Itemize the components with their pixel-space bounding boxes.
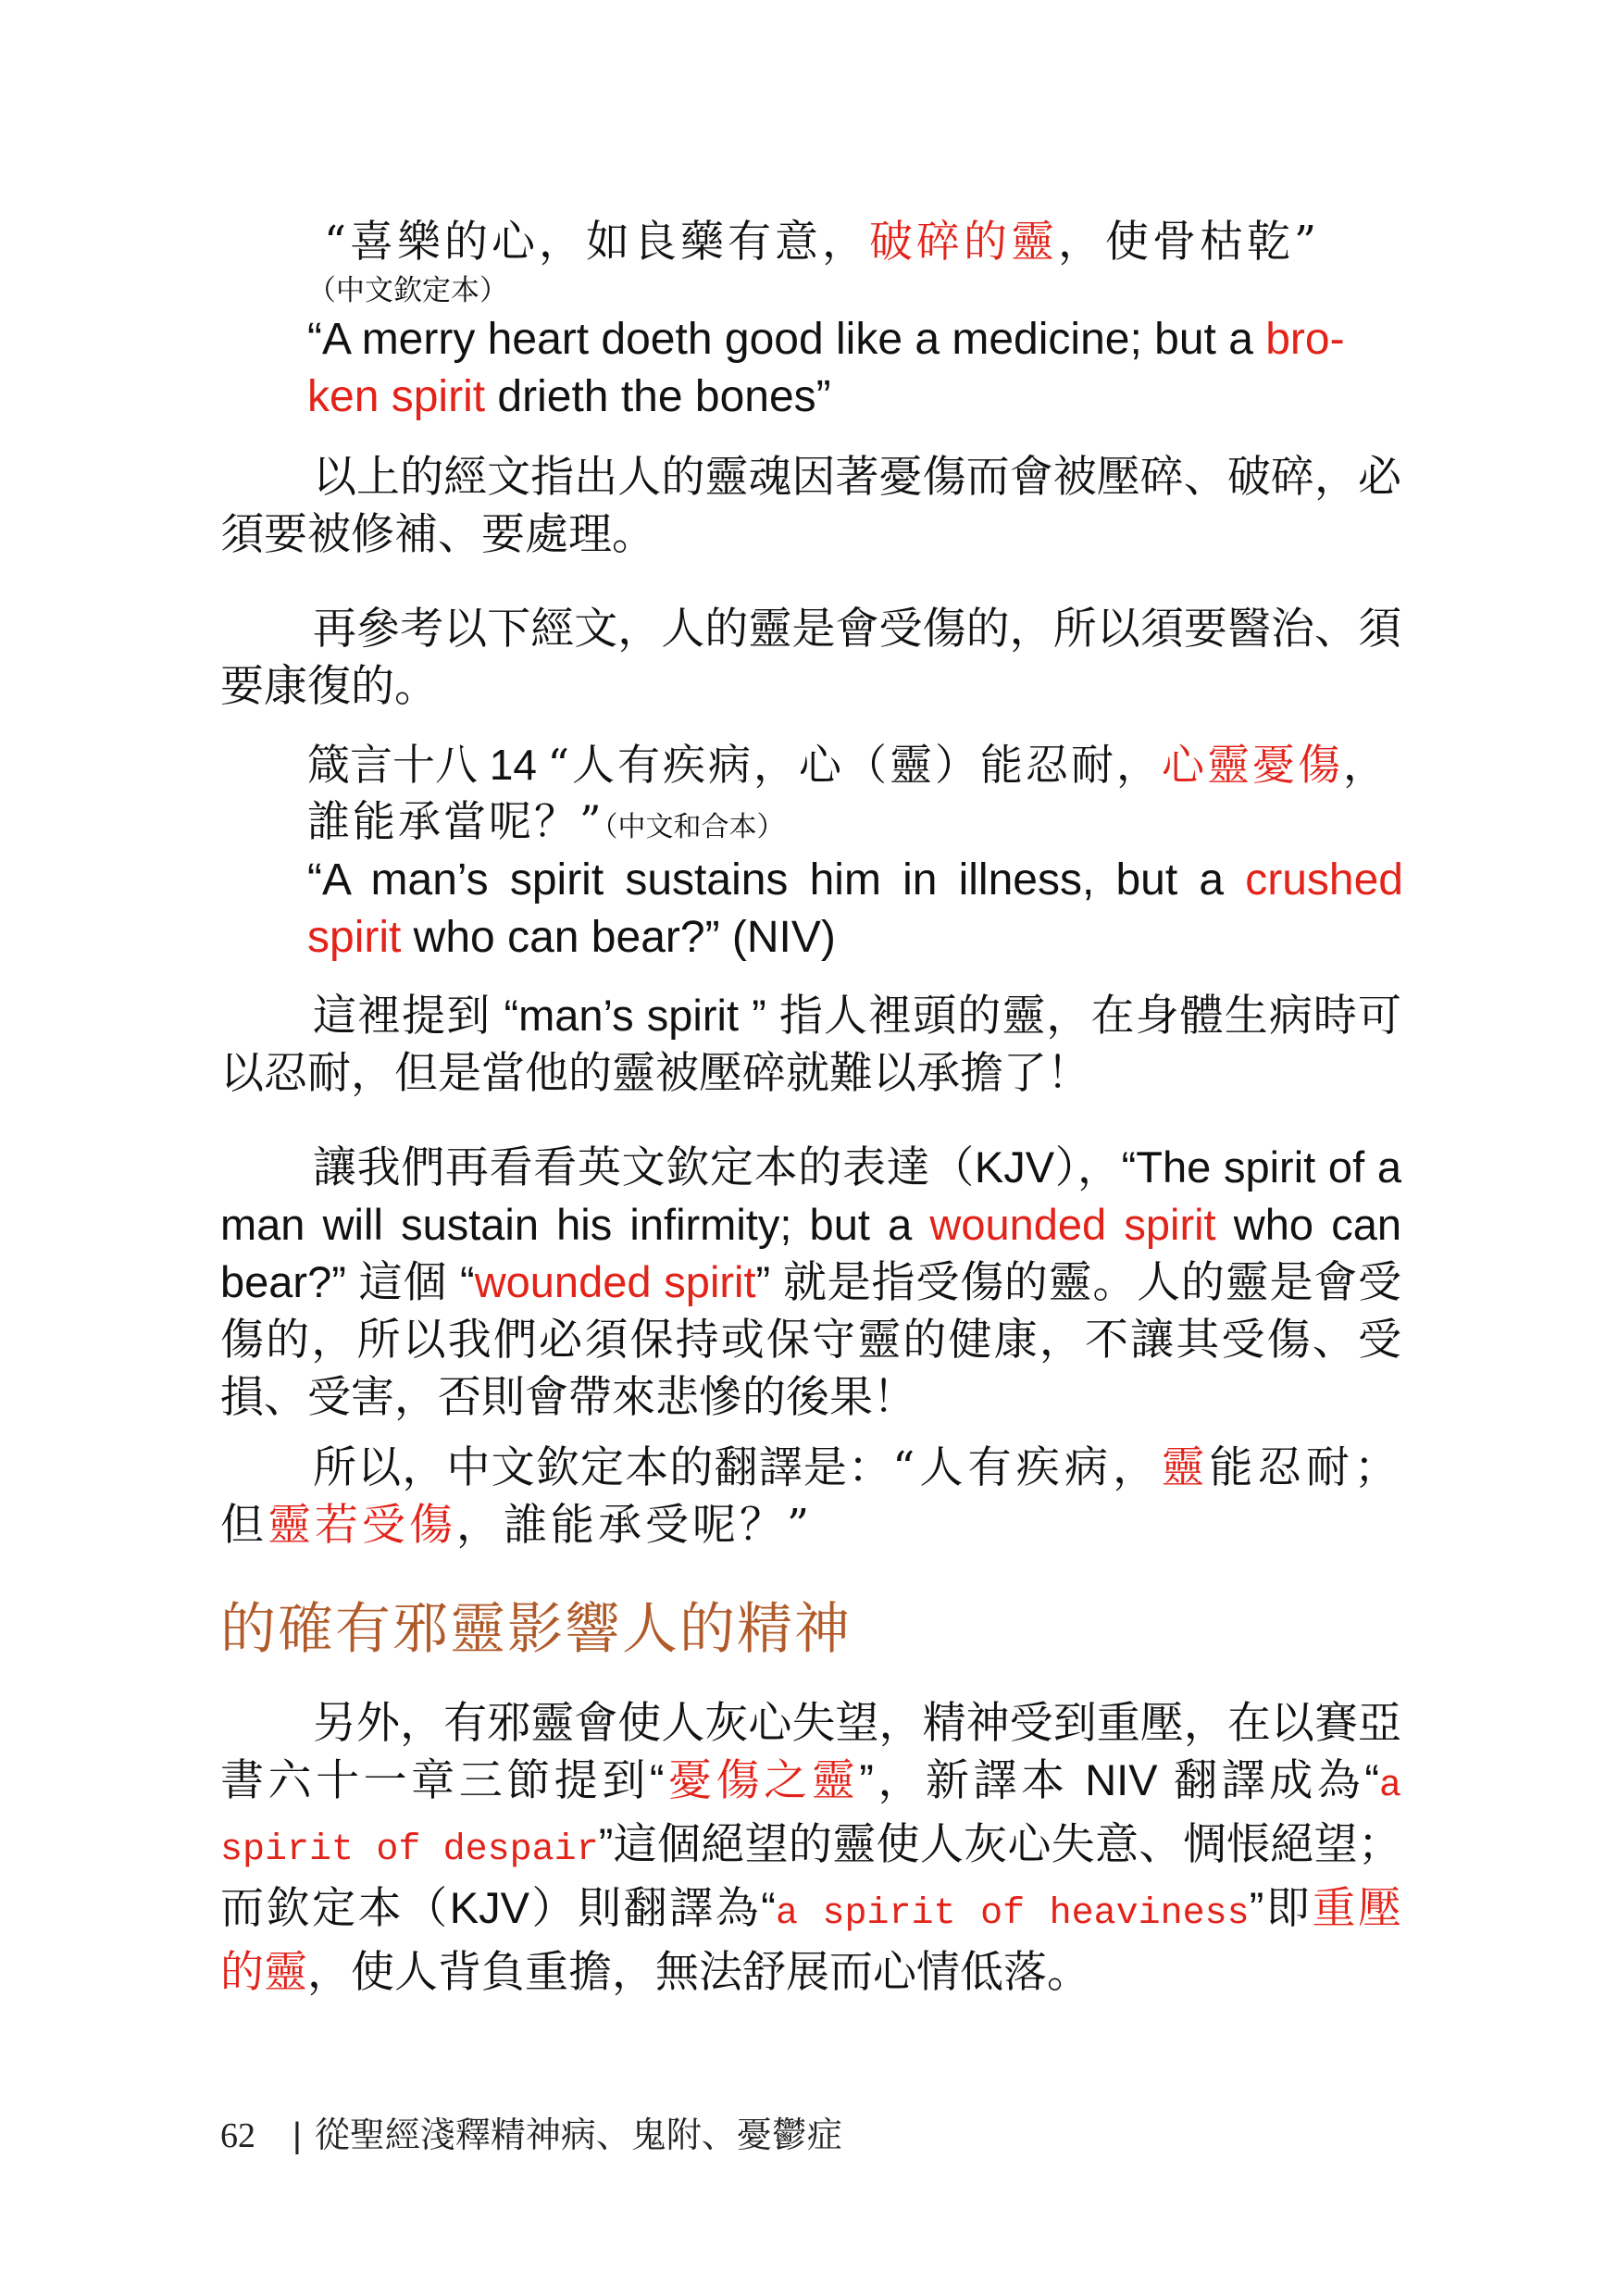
paragraph-6-text-2: ”，新譯本 NIV 翻譯成為“: [859, 1755, 1379, 1804]
paragraph-6-text-5: ，使人背負重擔，無法舒展而心情低落。: [307, 1947, 1090, 1996]
quote2-english-highlight: crushed spirit: [307, 855, 1403, 962]
quote1-english-text: “A merry heart doeth good like a medicine; but a: [307, 315, 1266, 364]
paragraph-6: [220, 1694, 1401, 2001]
quote2-chinese-highlight: 心靈憂傷: [1161, 740, 1343, 790]
quote2-english-text: “A man’s spirit sustains him in illness, but a: [307, 855, 1246, 905]
quote1-english-text-end: drieth the bones”: [485, 372, 831, 421]
paragraph-4-highlight-1: wounded spirit: [929, 1200, 1216, 1249]
paragraph-5-text: 所以，中文欽定本的翻譯是：: [313, 1442, 893, 1491]
quote2-english: [307, 852, 1403, 967]
paragraph-6-highlight-4: 重壓的靈: [220, 1883, 1402, 1996]
paragraph-6-text-3: ”這個絕望的靈使人灰心失意、惆悵絕望；而欽定本（KJV）則翻譯為“: [220, 1819, 1401, 1932]
quote1-source: （中文欽定本）: [307, 274, 508, 306]
page-number: 62: [220, 2116, 255, 2155]
page-footer: [220, 2113, 842, 2159]
quote2-chinese: [307, 737, 1403, 855]
paragraph-4: [220, 1139, 1401, 1426]
quote1-english-highlight: bro-ken spirit: [307, 315, 1345, 421]
paragraph-6-highlight-1: 憂傷之靈: [664, 1755, 860, 1806]
footer-separator: |: [292, 2116, 302, 2155]
quote1-chinese-highlight: 破碎的靈: [869, 217, 1059, 268]
paragraph-4-highlight-2: wounded spirit: [474, 1257, 756, 1306]
paragraph-3: 這裡提到 “man’s spirit ” 指人裡頭的靈，在身體生病時可以忍耐，但是當他的靈被壓碎就難以承擔了！: [220, 991, 1401, 1097]
paragraph-5-quote-2: 能忍耐；但: [220, 1442, 1402, 1551]
paragraph-6-highlight-3: a spirit of heaviness: [775, 1893, 1250, 1935]
section-heading: 的確有邪靈影響人的精神: [220, 1597, 852, 1662]
quote1-chinese-text-end: ，使骨枯乾”: [1058, 217, 1321, 268]
quote1-english: [307, 311, 1403, 426]
paragraph-2: 再參考以下經文，人的靈是會受傷的，所以須要醫治、須要康復的。: [220, 604, 1401, 710]
paragraph-4-text-3: ” 就是指受傷的靈。人的靈是會受傷的，所以我們必須保持或保守靈的健康，不讓其受傷、受損、受害，否則會帶來悲慘的後果！: [220, 1257, 1401, 1421]
paragraph-5-quote: “人有疾病，: [892, 1442, 1162, 1493]
quote2-source: （中文和合本）: [604, 812, 785, 842]
book-title: 從聖經淺釋精神病、鬼附、憂鬱症: [314, 2116, 842, 2155]
paragraph-5-highlight-2: 靈若受傷: [268, 1500, 456, 1551]
paragraph-5-quote-3: ，誰能承受呢？”: [456, 1500, 814, 1551]
quote1-chinese-text: “喜樂的心，如良藥有意，: [324, 217, 870, 268]
quote2-chinese-text: “人有疾病，心（靈）能忍耐，: [547, 740, 1162, 790]
paragraph-5-highlight-1: 靈: [1161, 1442, 1210, 1493]
paragraph-4-text: 讓我們再看看英文欽定本的表達（KJV），“The spirit of a man will sustain his infirmity; but a: [220, 1142, 1401, 1249]
paragraph-5: [220, 1439, 1401, 1554]
paragraph-6-highlight-2: a spirit of despair: [220, 1766, 1401, 1871]
paragraph-6-text-4: ”即: [1249, 1883, 1313, 1932]
quote2-reference: 箴言十八 14: [307, 741, 537, 789]
quote2-chinese-text-end: ，誰能承當呢？”: [307, 740, 1388, 846]
quote1-chinese: [324, 215, 1398, 270]
paragraph-4-text-2: who can bear?” 這個 “: [220, 1200, 1401, 1306]
paragraph-1: 以上的經文指出人的靈魂因著憂傷而會被壓碎、破碎，必須要被修補、要處理。: [220, 452, 1401, 558]
quote2-english-text-end: who can bear?” (NIV): [401, 913, 836, 962]
paragraph-6-text: 另外，有邪靈會使人灰心失望，精神受到重壓，在以賽亞書六十一章三節提到“: [220, 1698, 1401, 1804]
